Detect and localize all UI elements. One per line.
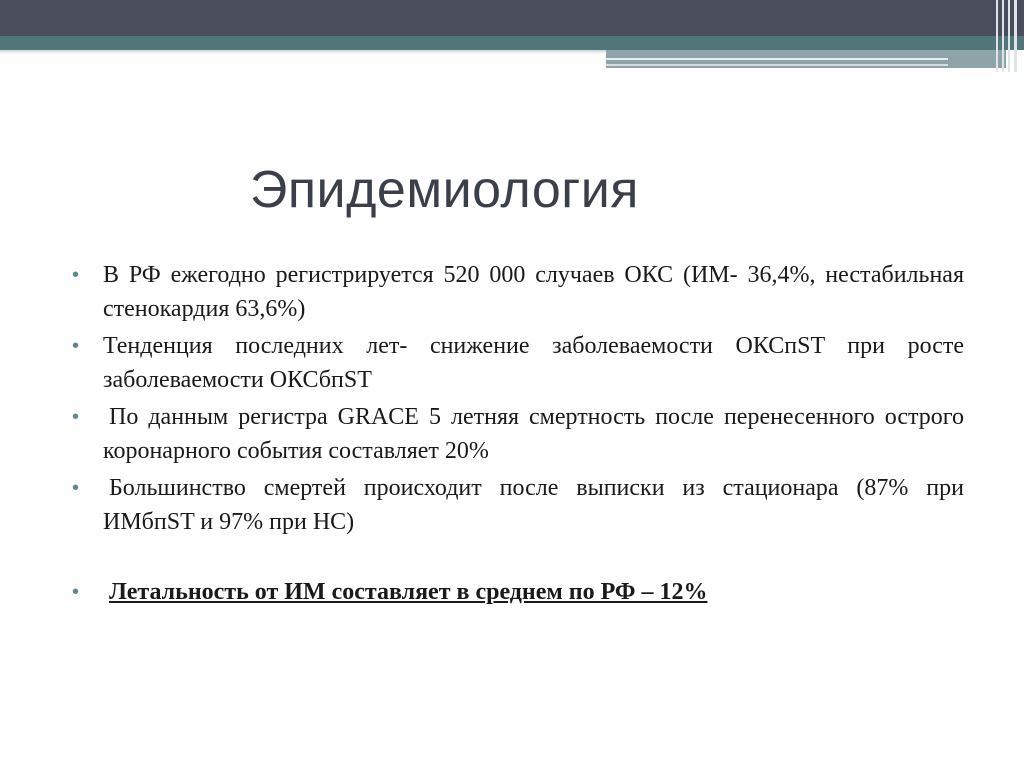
- bullet-icon: •: [72, 581, 80, 603]
- header-vertical-bar: [1014, 0, 1017, 72]
- header-accent-line: [606, 64, 948, 66]
- bullet-text: В РФ ежегодно регистрируется 520 000 случаев ОКС (ИМ- 36,4%, нестабильная стенокардия 63,6%): [103, 262, 964, 322]
- header-vertical-bar: [1008, 0, 1010, 72]
- header-vertical-bar: [996, 0, 998, 72]
- bullet-icon: •: [72, 264, 80, 286]
- header-vertical-bar: [1002, 0, 1004, 72]
- bullet-text: Тенденция последних лет- снижение заболеваемости ОКСпST при росте заболеваемости ОКСбпST: [103, 333, 964, 393]
- bullet-item: [72, 575, 964, 609]
- bullet-icon: •: [72, 477, 80, 499]
- bullet-item: [72, 400, 964, 468]
- bullet-item: [72, 329, 964, 397]
- bullet-text: По данным регистра GRACE 5 летняя смертность после перенесенного острого коронарного события составляет 20%: [103, 404, 964, 464]
- bullet-item: [72, 471, 964, 539]
- header-shadow: [0, 50, 606, 54]
- bullet-icon: •: [72, 406, 80, 428]
- header-band-teal: [0, 36, 1024, 50]
- header-band-dark: [0, 0, 1024, 36]
- bullet-text-emphasis: Летальность от ИМ составляет в среднем по РФ – 12%: [109, 579, 708, 605]
- bullet-icon: •: [72, 335, 80, 357]
- header-accent-line: [606, 58, 948, 60]
- slide-title: Эпидемиология: [250, 161, 639, 219]
- bullet-text: Большинство смертей происходит после выписки из стационара (87% при ИМбпST и 97% при НС): [103, 475, 964, 535]
- bullet-list: [72, 258, 964, 612]
- bullet-item: [72, 258, 964, 326]
